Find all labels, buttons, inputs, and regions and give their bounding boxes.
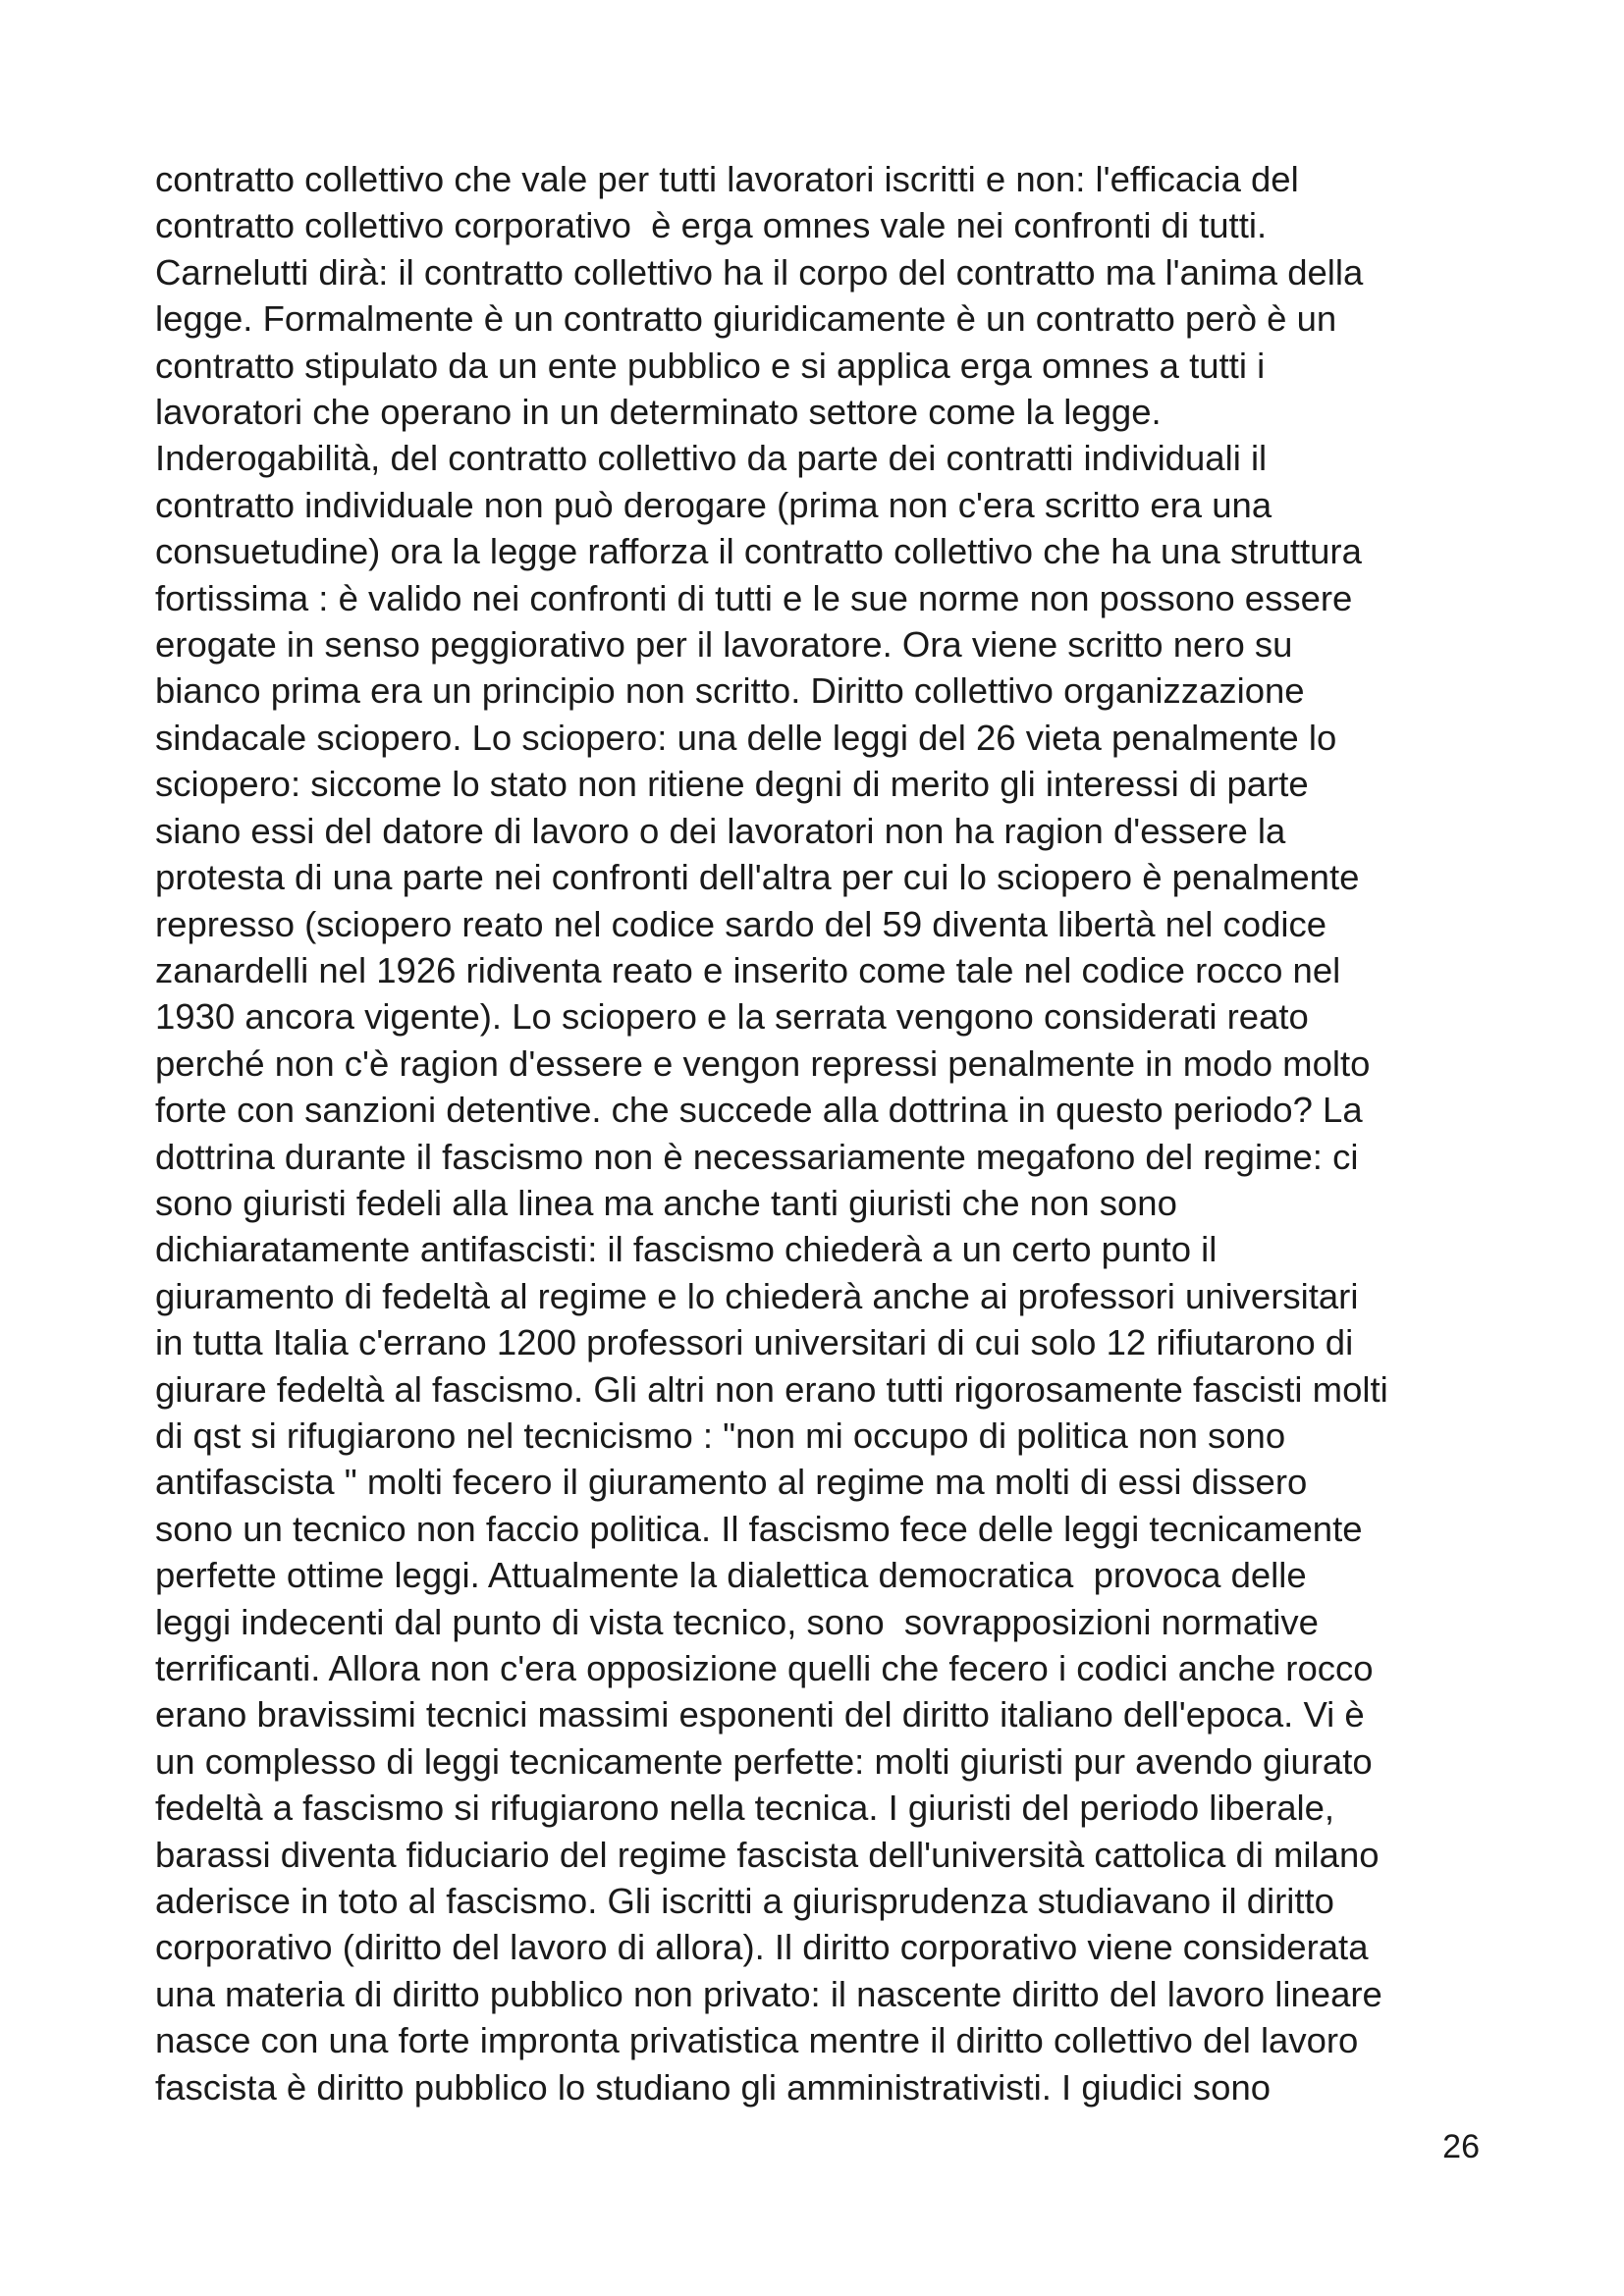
text-line: dottrina durante il fascismo non è necessariamente megafono del regime: ci [155, 1136, 1359, 1177]
text-line: perfette ottime leggi. Attualmente la dialettica democratica provoca delle [155, 1555, 1307, 1596]
text-line: Inderogabilità, del contratto collettivo da parte dei contratti individuali il [155, 438, 1268, 479]
text-line: sciopero: siccome lo stato non ritiene degni di merito gli interessi di parte [155, 764, 1309, 805]
text-line: barassi diventa fiduciario del regime fascista dell'università cattolica di milano [155, 1834, 1380, 1875]
text-line: erogate in senso peggiorativo per il lavoratore. Ora viene scritto nero su [155, 624, 1293, 666]
text-line: zanardelli nel 1926 ridiventa reato e inserito come tale nel codice rocco nel [155, 949, 1341, 990]
text-line: forte con sanzioni detentive. che succede alla dottrina in questo periodo? La [155, 1090, 1363, 1131]
text-line: 1930 ancora vigente). Lo sciopero e la serrata vengono considerati reato [155, 996, 1309, 1038]
text-line: di qst si rifugiarono nel tecnicismo : "non mi occupo di politica non sono [155, 1415, 1286, 1456]
text-line: corporativo (diritto del lavoro di allora). Il diritto corporativo viene considerata [155, 1927, 1369, 1968]
text-line: sono giuristi fedeli alla linea ma anche tanti giuristi che non sono [155, 1182, 1177, 1223]
text-line: fortissima : è valido nei confronti di tutti e le sue norme non possono essere [155, 577, 1353, 618]
text-line: giurare fedeltà al fascismo. Gli altri non erano tutti rigorosamente fascisti molti [155, 1368, 1388, 1410]
text-line: sono un tecnico non faccio politica. Il fascismo fece delle leggi tecnicamente [155, 1508, 1363, 1549]
text-line: contratto individuale non può derogare (prima non c'era scritto era una [155, 484, 1272, 525]
text-line: bianco prima era un principio non scritto. Diritto collettivo organizzazione [155, 670, 1305, 712]
text-line: legge. Formalmente è un contratto giuridicamente è un contratto però è un [155, 298, 1337, 340]
text-line: in tutta Italia c'errano 1200 professori universitari di cui solo 12 rifiutarono di [155, 1322, 1354, 1363]
page-number: 26 [1442, 2128, 1480, 2165]
text-line: protesta di una parte nei confronti dell'altra per cui lo sciopero è penalmente [155, 857, 1360, 898]
text-line: contratto stipulato da un ente pubblico e si applica erga omnes a tutti i [155, 345, 1266, 386]
text-line: nasce con una forte impronta privatistica mentre il diritto collettivo del lavoro [155, 2020, 1359, 2061]
text-line: una materia di diritto pubblico non privato: il nascente diritto del lavoro lineare [155, 1973, 1382, 2014]
text-line: Carnelutti dirà: il contratto collettivo ha il corpo del contratto ma l'anima della [155, 251, 1364, 293]
text-line: dichiaratamente antifascisti: il fascismo chiederà a un certo punto il [155, 1229, 1218, 1270]
text-line: leggi indecenti dal punto di vista tecnico, sono sovrapposizioni normative [155, 1601, 1319, 1642]
text-line: contratto collettivo che vale per tutti lavoratori iscritti e non: l'efficacia del [155, 159, 1299, 199]
text-line: terrificanti. Allora non c'era opposizione quelli che fecero i codici anche rocco [155, 1648, 1374, 1688]
text-line: fascista è diritto pubblico lo studiano gli amministrativisti. I giudici sono [155, 2066, 1272, 2108]
text-line: contratto collettivo corporativo è erga omnes vale nei confronti di tutti. [155, 205, 1268, 246]
text-line: represso (sciopero reato nel codice sardo del 59 diventa libertà nel codice [155, 903, 1327, 944]
text-line: fedeltà a fascismo si rifugiarono nella tecnica. I giuristi del periodo liberale, [155, 1788, 1335, 1829]
text-line: giuramento di fedeltà al regime e lo chiederà anche ai professori universitari [155, 1275, 1359, 1316]
text-line: lavoratori che operano in un determinato settore come la legge. [155, 392, 1162, 433]
text-line: erano bravissimi tecnici massimi esponenti del diritto italiano dell'epoca. Vi è [155, 1694, 1365, 1735]
text-line: aderisce in toto al fascismo. Gli iscritti a giurisprudenza studiavano il diritto [155, 1881, 1334, 1922]
text-line: consuetudine) ora la legge rafforza il contratto collettivo che ha una struttura [155, 531, 1362, 572]
text-line: perché non c'è ragion d'essere e vengon repressi penalmente in modo molto [155, 1042, 1371, 1084]
text-line: antifascista " molti fecero il giuramento al regime ma molti di essi dissero [155, 1462, 1308, 1503]
text-line: un complesso di leggi tecnicamente perfette: molti giuristi pur avendo giurato [155, 1740, 1373, 1782]
body-text [155, 156, 1510, 2110]
text-line: siano essi del datore di lavoro o dei lavoratori non ha ragion d'essere la [155, 810, 1286, 851]
text-line: sindacale sciopero. Lo sciopero: una delle leggi del 26 vieta penalmente lo [155, 717, 1337, 758]
